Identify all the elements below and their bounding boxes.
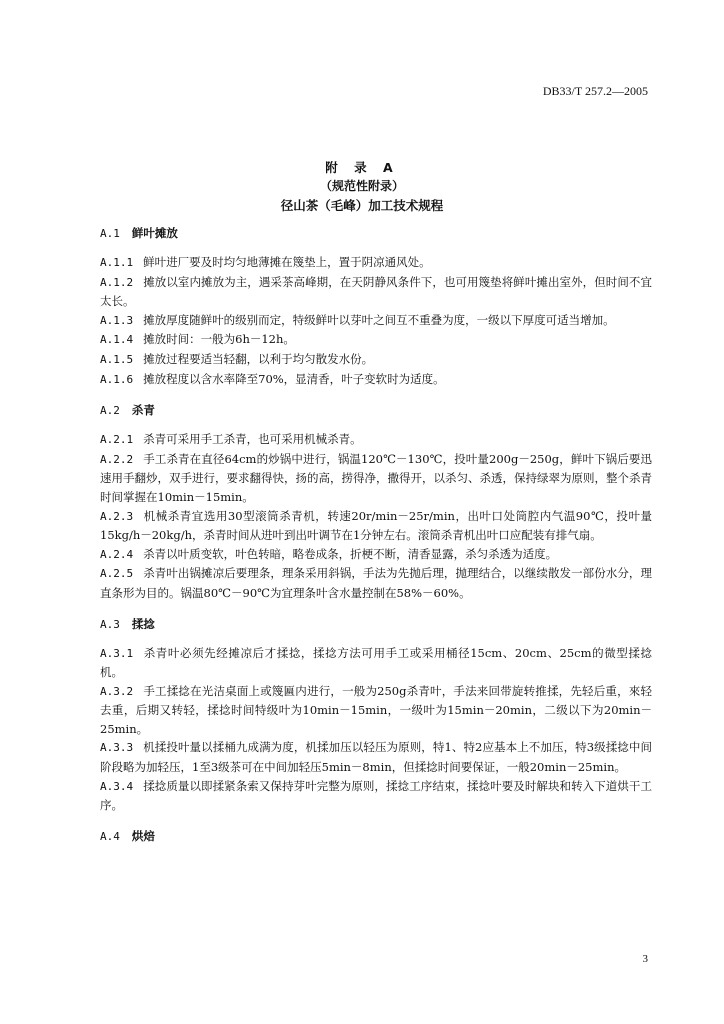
- annex-body: [100, 225, 652, 856]
- clause-paragraph: [100, 682, 652, 739]
- clause-text: 手工揉捻在光洁桌面上或篾匾内进行，一般为250g杀青叶，手法来回带旋转推揉，先轻后重，來轻去重，后期又转轻，揉捻时间特级叶为10min－15min，一级叶为15min－20min，二级以下为20min－25min。: [100, 683, 652, 736]
- clause-text: 摊放以室内摊放为主，遇采茶高峰期，在天阴静风条件下，也可用篾垫将鲜叶摊出室外，但时间不宜太长。: [100, 274, 652, 309]
- clause-number: A.2.1: [100, 433, 134, 447]
- clause-number: A.2.3: [100, 509, 134, 523]
- clause-text: 摊放厚度随鲜叶的级别而定，特级鲜叶以芽叶之间互不重叠为度，一级以下厚度可适当增加。: [143, 312, 615, 327]
- clause-number: A.3.3: [100, 741, 134, 755]
- clause-text: 手工杀青在直径64cm的炒锅中进行，锅温120℃－130℃，投叶量200g－250g，鲜叶下锅后要迅速用手翻炒，双手进行，要求翻得快，扬的高，捞得净，撒得开，以杀匀、杀透，保持绿翠为原则，整个杀青时间掌握在10min－15min。: [100, 451, 652, 504]
- clause-text: 摊放时间：一般为6h－12h。: [143, 332, 295, 347]
- clause-text: 杀青可采用手工杀青，也可采用机械杀青。: [143, 432, 362, 447]
- section-title: 烘焙: [131, 828, 155, 843]
- clause-paragraph: [100, 777, 652, 815]
- clause-number: A.3.4: [100, 779, 134, 793]
- section-heading: [100, 616, 652, 633]
- clause-number: A.2.2: [100, 452, 134, 466]
- clause-text: 杀青叶出锅摊凉后要理条，理条采用斜锅，手法为先抛后理，抛理结合，以继续散发一部份水分，理直条形为目的。锅温80℃－90℃为宜理条叶含水量控制在58%－60%。: [100, 566, 652, 600]
- annex-nature: （规范性附录）: [319, 179, 404, 193]
- section-number: A.2: [100, 404, 120, 418]
- section-heading: [100, 402, 652, 419]
- clause-paragraph: [100, 507, 652, 545]
- section-number: A.1: [100, 227, 120, 240]
- section-title: 鲜叶摊放: [131, 226, 178, 240]
- clause-number: A.1.3: [100, 313, 134, 327]
- clause-number: A.1.4: [100, 333, 134, 347]
- section-title: 揉捻: [131, 616, 155, 631]
- section-heading: [100, 225, 652, 242]
- section-number: A.4: [100, 829, 120, 843]
- clause-paragraph: [100, 330, 652, 350]
- clause-text: 杀青以叶质变软，叶色转暗，略卷成条，折梗不断，清香显露，杀匀杀透为适度。: [143, 546, 558, 561]
- clause-number: A.2.4: [100, 547, 134, 561]
- clause-paragraph: [100, 738, 652, 776]
- clause-paragraph: [100, 273, 652, 311]
- clause-text: 揉捻质量以即揉紧条索又保持芽叶完整为原则，揉捻工序结束，揉捻叶要及时解块和转入下道烘干工序。: [100, 778, 652, 813]
- clause-number: A.1.6: [100, 372, 134, 386]
- clause-paragraph: [100, 545, 652, 565]
- document-code: DB33/T 257.2—2005: [542, 84, 648, 98]
- clause-paragraph: [100, 564, 652, 602]
- clause-number: A.1.2: [100, 275, 134, 289]
- section-heading: [100, 828, 652, 845]
- section-number: A.3: [100, 617, 120, 631]
- section-title: 杀青: [131, 403, 155, 418]
- clause-text: 鲜叶进厂要及时均匀地薄摊在篾垫上，置于阴凉通风处。: [143, 255, 431, 269]
- clause-text: 杀青叶必须先经摊凉后才揉捻，揉捻方法可用手工或采用桶径15cm、20cm、25cm的微型揉捻机。: [100, 645, 652, 680]
- clause-paragraph: [100, 430, 652, 450]
- clause-paragraph: [100, 370, 652, 390]
- page-number: 3: [642, 953, 648, 965]
- annex-name: 径山茶（毛峰）加工技术规程: [280, 198, 444, 213]
- annex-title: 附 录 A: [325, 160, 399, 175]
- clause-number: A.1.1: [100, 256, 134, 269]
- clause-paragraph: [100, 450, 652, 507]
- clause-paragraph: [100, 350, 652, 370]
- clause-text: 机揉投叶量以揉桶九成满为度，机揉加压以轻压为原则，特1、特2应基本上不加压，特3级揉捻中间阶段略为加轻压，1至3级茶可在中间加轻压5min－8min，但揉捻时间要保证，一般20min－25min。: [100, 740, 652, 775]
- clause-text: 机械杀青宜选用30型滚筒杀青机，转速20r/min－25r/min，出叶口处筒腔内气温90℃，投叶量15kg/h－20kg/h，杀青时间从进叶到出叶调节在1分钟左右。滚筒杀青机出叶口应配装有排气扇。: [100, 508, 652, 543]
- clause-text: 摊放过程要适当轻翻，以利于均匀散发水份。: [143, 351, 374, 366]
- clause-paragraph: [100, 311, 652, 331]
- clause-text: 摊放程度以含水率降至70%，显清香，叶子变软时为适度。: [143, 371, 445, 386]
- clause-number: A.2.5: [100, 567, 134, 581]
- clause-paragraph: [100, 644, 652, 682]
- clause-number: A.1.5: [100, 352, 134, 366]
- clause-number: A.3.2: [100, 684, 134, 698]
- clause-paragraph: [100, 253, 652, 273]
- clause-number: A.3.1: [100, 646, 134, 660]
